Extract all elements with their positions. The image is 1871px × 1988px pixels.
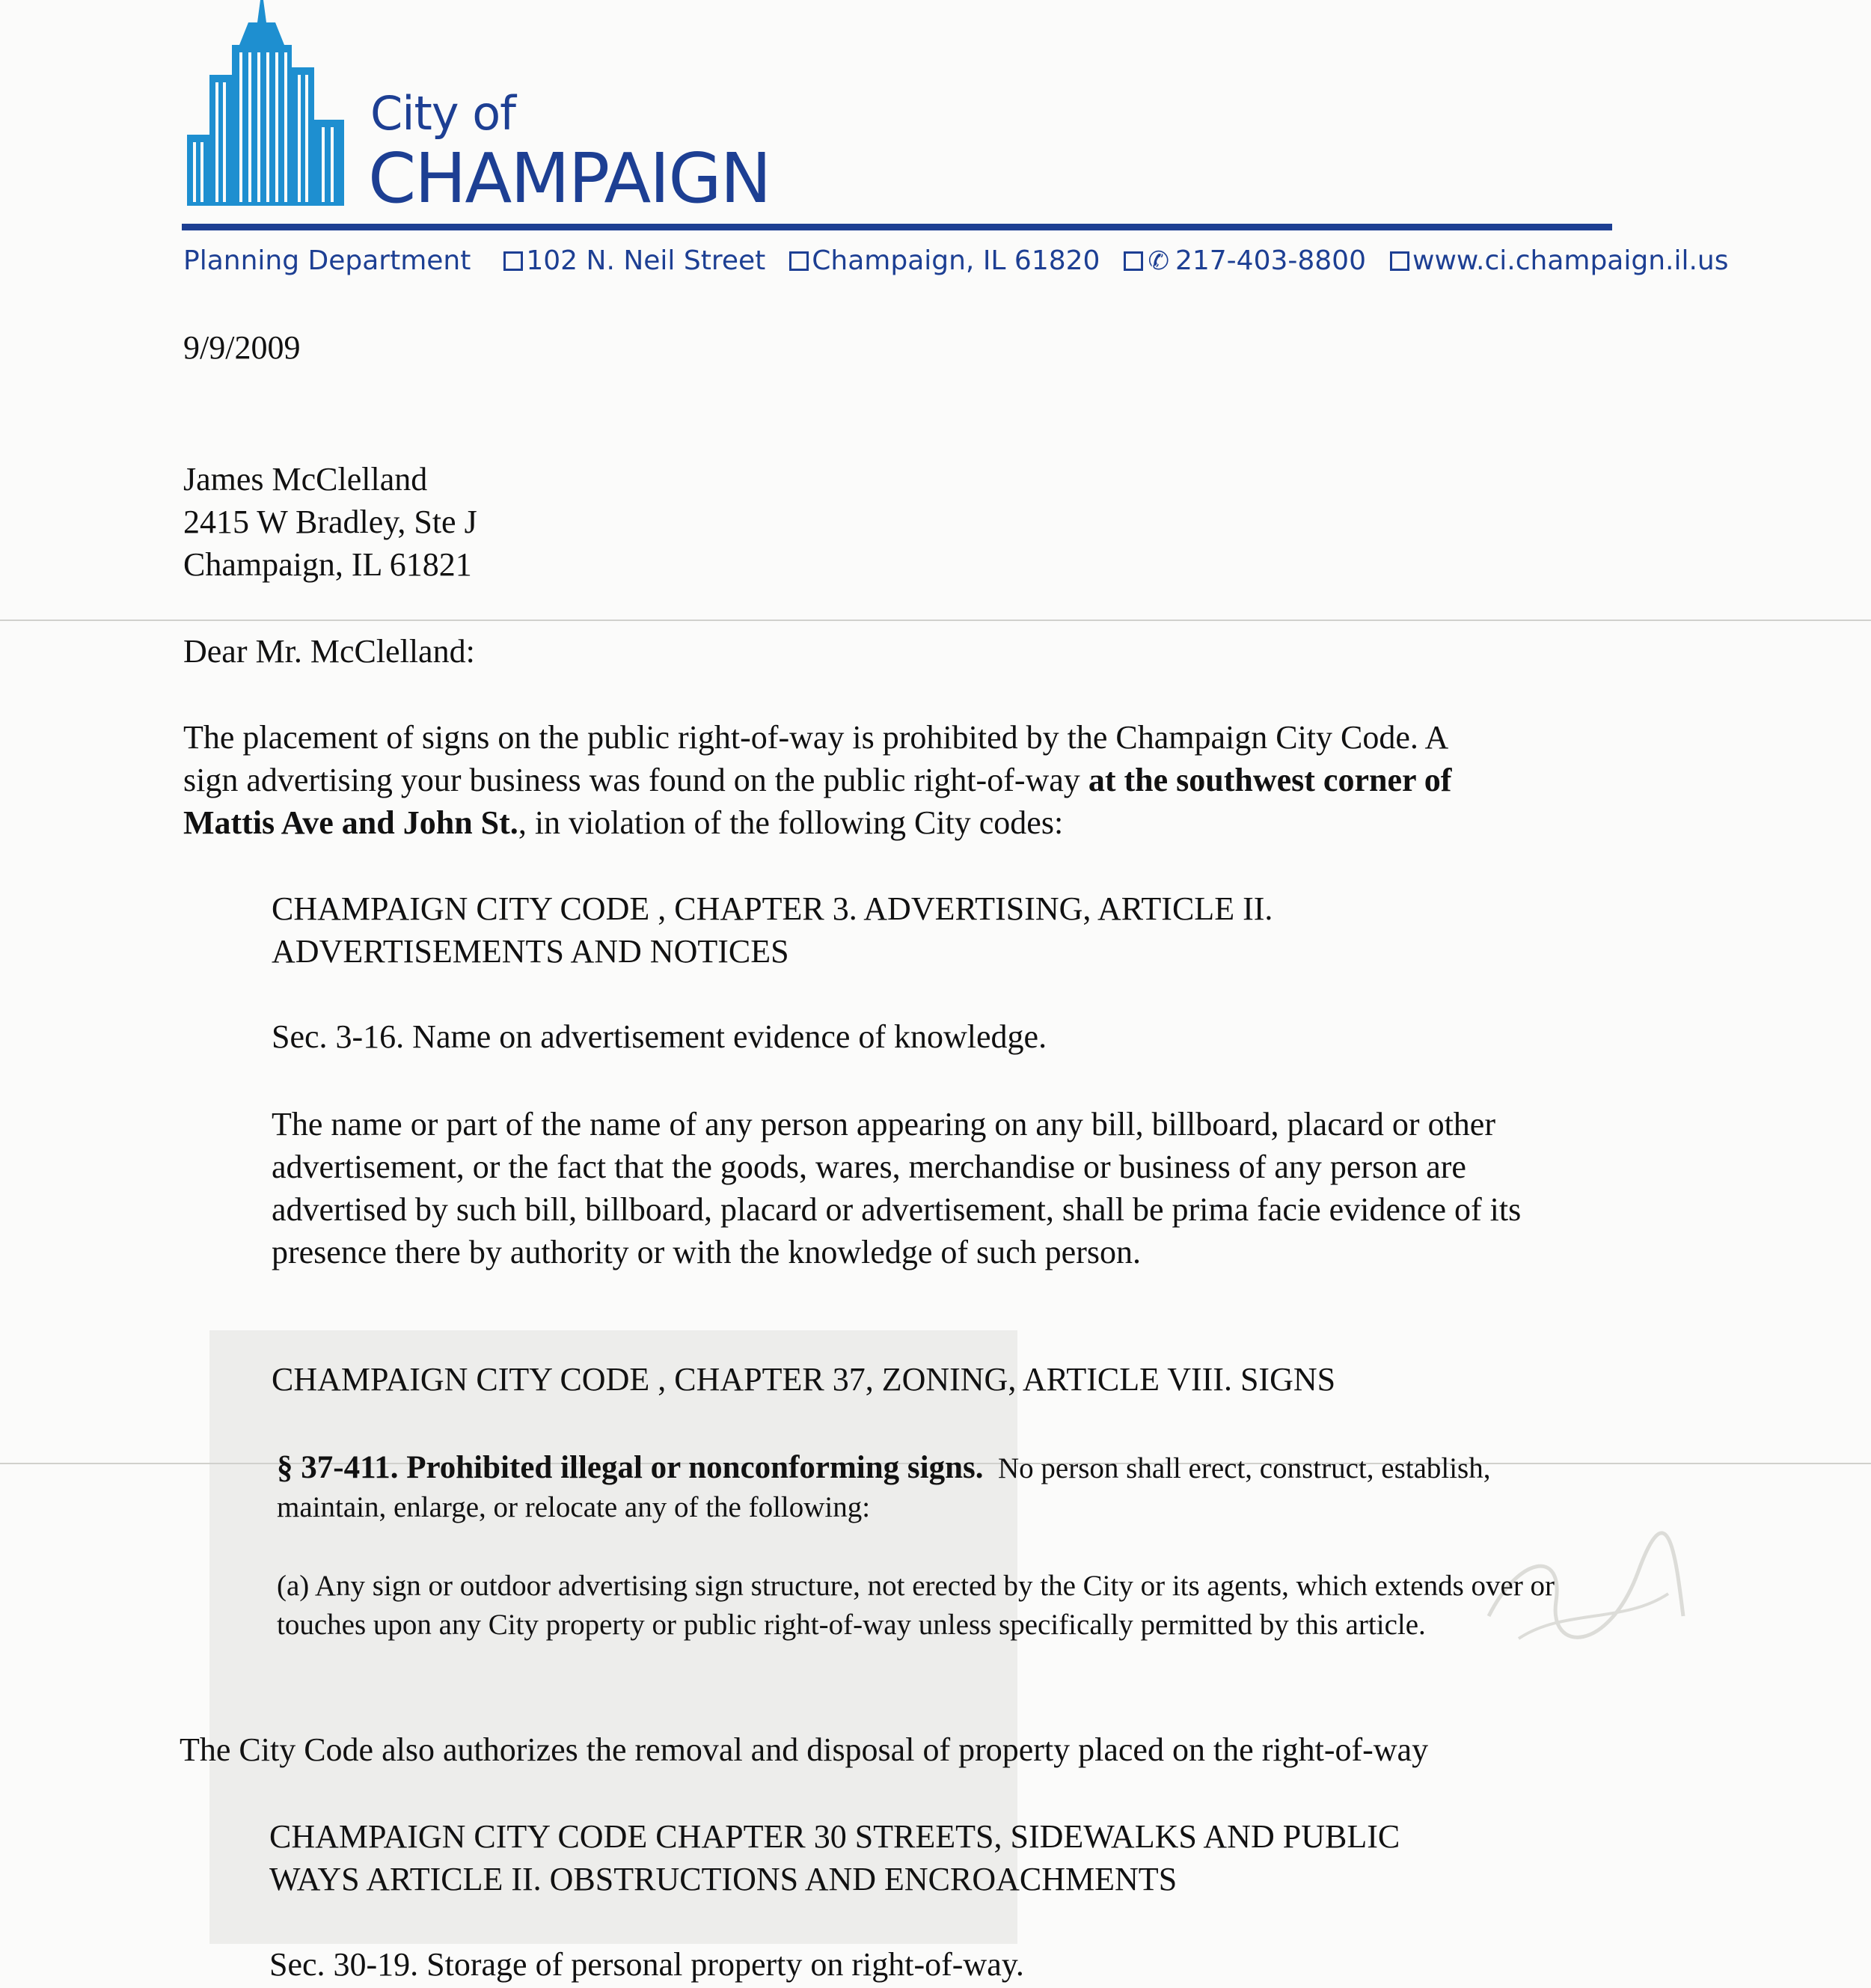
salutation: Dear Mr. McClelland: xyxy=(183,633,475,670)
building-logo-icon xyxy=(180,0,359,206)
street-address: 102 N. Neil Street xyxy=(526,245,766,276)
letterhead-rule xyxy=(182,224,1612,230)
intro-text: sign advertising your business was found on the public right-of-way xyxy=(183,762,1088,798)
code1-heading: CHAMPAIGN CITY CODE , CHAPTER 3. ADVERTISING, ARTICLE II. ADVERTISEMENTS AND NOTICES xyxy=(272,890,1273,970)
separator-box xyxy=(789,251,809,271)
violation-location: Mattis Ave and John St. xyxy=(183,804,518,841)
website-link[interactable]: www.ci.champaign.il.us xyxy=(1412,245,1729,276)
separator-box xyxy=(1124,251,1143,271)
intro-line1: The placement of signs on the public right-of-way is prohibited by the Champaign City Code. A xyxy=(183,719,1449,756)
code3-heading: CHAMPAIGN CITY CODE CHAPTER 30 STREETS, SIDEWALKS AND PUBLIC WAYS ARTICLE II. OBSTRUCTIONS AND ENCROACHMENTS xyxy=(269,1818,1400,1897)
separator-box xyxy=(1390,251,1409,271)
city-state-zip: Champaign, IL 61820 xyxy=(812,245,1100,276)
letterhead-contact-line xyxy=(183,245,1729,276)
code2-heading: CHAMPAIGN CITY CODE , CHAPTER 37, ZONING, ARTICLE VIII. SIGNS xyxy=(272,1361,1336,1398)
phone-number: 217-403-8800 xyxy=(1175,245,1366,276)
recipient-address-line2: Champaign, IL 61821 xyxy=(183,546,472,583)
code2-item-a: (a) Any sign or outdoor advertising sign structure, not erected by the City or its agents, which extends over or touches upon any City property or public right-of-way unless specifically permitted by this article. xyxy=(277,1570,1555,1641)
violation-location: at the southwest corner of xyxy=(1088,762,1452,798)
recipient-name: James McClelland xyxy=(183,461,428,498)
letterhead-city-of: City of xyxy=(370,86,515,141)
code2-section-text: No person shall erect, construct, establish, maintain, enlarge, or relocate any of the following: xyxy=(277,1452,1491,1523)
separator-box xyxy=(503,251,523,271)
recipient-address-line1: 2415 W Bradley, Ste J xyxy=(183,504,477,540)
letterhead-city-name: CHAMPAIGN xyxy=(368,138,771,218)
code2-section-title: § 37-411. Prohibited illegal or nonconforming signs. xyxy=(277,1450,984,1485)
code1-section: Sec. 3-16. Name on advertisement evidence of knowledge. xyxy=(272,1018,1047,1055)
letter-date: 9/9/2009 xyxy=(183,329,301,366)
intro-line3 xyxy=(183,802,1063,844)
phone-icon: ✆ xyxy=(1148,246,1169,276)
code1-text: The name or part of the name of any person appearing on any bill, billboard, placard or other advertisement, or the fact that the goods, wares, merchandise or business of any person are advertised by such bill, billboard, placard or advertisement, shall be prima facie evidence of its presence there by authority or with the knowledge of such person. xyxy=(272,1106,1522,1270)
code2-section xyxy=(277,1449,1571,1527)
removal-note: The City Code also authorizes the removal and disposal of property placed on the right-of-way xyxy=(180,1731,1429,1768)
intro-line2 xyxy=(183,759,1451,801)
fold-crease xyxy=(0,620,1871,621)
department-name: Planning Department xyxy=(183,245,471,276)
intro-text: , in violation of the following City codes: xyxy=(518,804,1064,841)
code3-section: Sec. 30-19. Storage of personal property on right-of-way. xyxy=(269,1946,1024,1983)
